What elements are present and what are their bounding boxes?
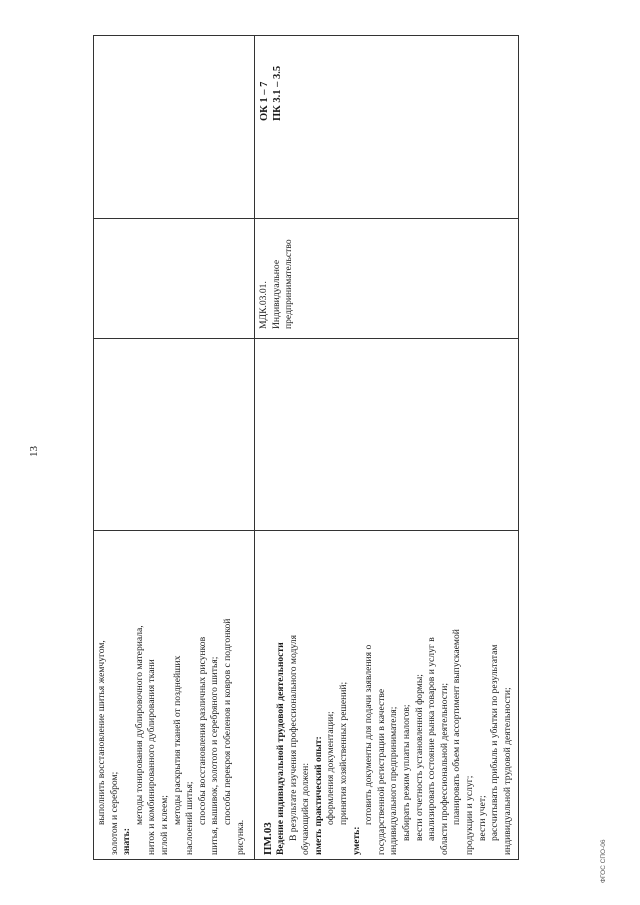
- text-line: выбирать режим уплаты налогов;: [400, 704, 412, 841]
- course-line: МДК.03.01.: [258, 281, 269, 329]
- text-line: готовить документы для подачи заявления о: [363, 644, 375, 825]
- text-line: государственной регистрации в качестве: [375, 688, 387, 855]
- text-line: В результате изучения профессионального модуля: [287, 635, 299, 841]
- text-line: выполнить восстановление шитья жемчугом,: [96, 640, 107, 825]
- text-line: иглой и клеем;: [158, 795, 170, 855]
- text-line: Ведение индивидуальной трудовой деятельности: [275, 642, 286, 855]
- course-line: предпринимательство: [283, 239, 295, 329]
- text-line: вести отчетность установленной формы;: [413, 674, 425, 841]
- column-divider: [94, 530, 518, 531]
- text-line: рисунка.: [234, 819, 246, 855]
- competency-line: ПК 3.1 – 3.5: [272, 65, 283, 121]
- text-line: анализировать состояние рынка товаров и услуг в: [426, 637, 438, 841]
- text-line: методы раскрытия тканей от позднейших: [171, 655, 183, 825]
- column-divider: [94, 338, 518, 339]
- text-line: принятия хозяйственных решений;: [337, 681, 349, 825]
- text-line: обучающийся должен:: [300, 763, 312, 855]
- text-line: уметь:: [350, 826, 362, 855]
- page-number: 13: [28, 446, 40, 457]
- competency-line: ОК 1 – 7: [259, 81, 270, 121]
- course-cell: [258, 239, 296, 329]
- column-divider: [94, 218, 518, 219]
- row1-description: [96, 619, 247, 855]
- text-line: ниток и комбинированного дублирования ткани: [146, 659, 158, 855]
- text-line: рассчитывать прибыль и убытки по результатам: [489, 644, 501, 841]
- text-line: планировать объем и ассортимент выпускаемой: [451, 629, 463, 825]
- text-line: области профессиональной деятельности;: [438, 682, 450, 855]
- row-divider: [254, 36, 255, 859]
- text-line: наслоений шитья;: [184, 781, 196, 855]
- text-line: вести учет;: [476, 795, 488, 841]
- module-code: ПМ.03: [262, 822, 274, 855]
- curriculum-table: [93, 35, 519, 860]
- text-line: знать:: [121, 828, 133, 855]
- text-line: золотом и серебром;: [108, 771, 120, 855]
- text-line: способы перекроя гобеленов и ковров с подгонкой: [221, 618, 233, 825]
- text-line: иметь практический опыт:: [312, 736, 324, 855]
- text-line: продукции и услуг;: [463, 775, 475, 855]
- text-line: способы восстановления различных рисунков: [196, 636, 208, 825]
- text-line: оформления документации;: [325, 711, 337, 825]
- text-line: шитья, вышивок, золотого и серебряного шитья;: [209, 656, 221, 855]
- text-line: методы тонирования дублировочного материала,: [133, 625, 145, 825]
- text-line: индивидуальной трудовой деятельности;: [501, 687, 513, 855]
- text-line: индивидуального предпринимателя;: [388, 706, 400, 855]
- competencies-cell: [258, 66, 284, 121]
- row2-description: [275, 629, 514, 855]
- footer-label: ФГОС СПО-06: [600, 839, 607, 883]
- course-line: Индивидуальное: [270, 259, 282, 329]
